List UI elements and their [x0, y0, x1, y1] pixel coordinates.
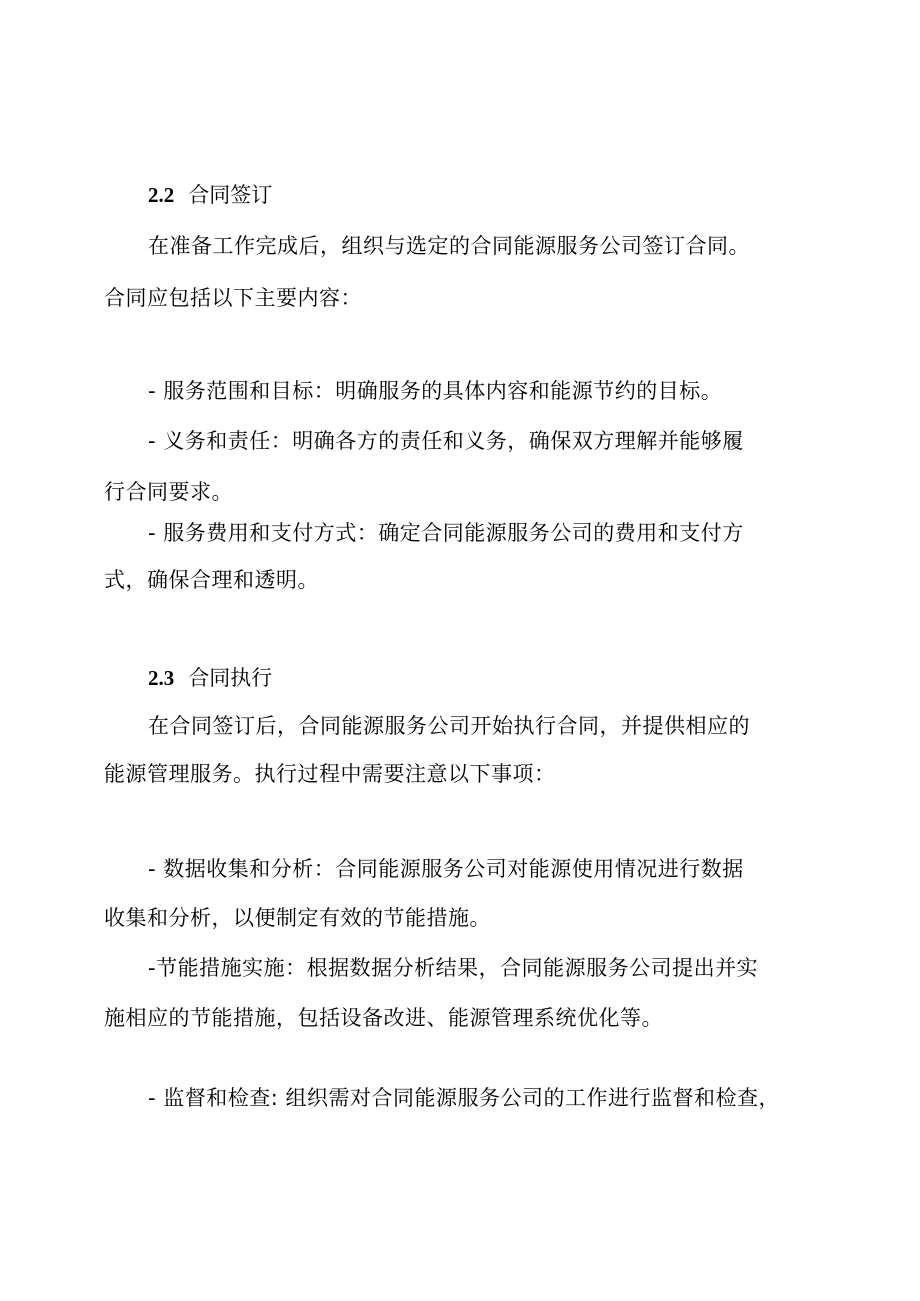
list-item-line: 收集和分析，以便制定有效的节能措施。 [104, 906, 491, 930]
section-number: 2.2 [148, 183, 175, 207]
section-title: 合同执行 [188, 666, 273, 690]
section-number: 2.3 [148, 666, 175, 690]
list-item-line: 式，确保合理和透明。 [104, 568, 319, 592]
list-item-line: - 服务范围和目标：明确服务的具体内容和能源节约的目标。 [148, 379, 723, 403]
list-item-line: 施相应的节能措施，包括设备改进、能源管理系统优化等。 [104, 1006, 663, 1030]
paragraph-line: 在合同签订后，合同能源服务公司开始执行合同，并提供相应的 [148, 714, 750, 738]
section-heading-2-3 [148, 664, 272, 692]
section-title: 合同签订 [188, 183, 273, 207]
list-item-line: - 义务和责任：明确各方的责任和义务，确保双方理解并能够履 [148, 429, 744, 453]
list-item-line: - 服务费用和支付方式：确定合同能源服务公司的费用和支付方 [148, 521, 744, 545]
list-item-line: -节能措施实施：根据数据分析结果，合同能源服务公司提出并实 [148, 956, 759, 980]
list-item-line: 行合同要求。 [104, 480, 233, 504]
section-heading-2-2 [148, 181, 272, 209]
paragraph-line: 能源管理服务。执行过程中需要注意以下事项： [104, 762, 556, 786]
list-item-line: - 数据收集和分析：合同能源服务公司对能源使用情况进行数据 [148, 857, 744, 881]
paragraph-line: 在准备工作完成后，组织与选定的合同能源服务公司签订合同。 [148, 234, 750, 258]
list-item-line: - 监督和检查: 组织需对合同能源服务公司的工作进行监督和检查， [148, 1086, 781, 1110]
paragraph-line: 合同应包括以下主要内容： [104, 286, 362, 310]
